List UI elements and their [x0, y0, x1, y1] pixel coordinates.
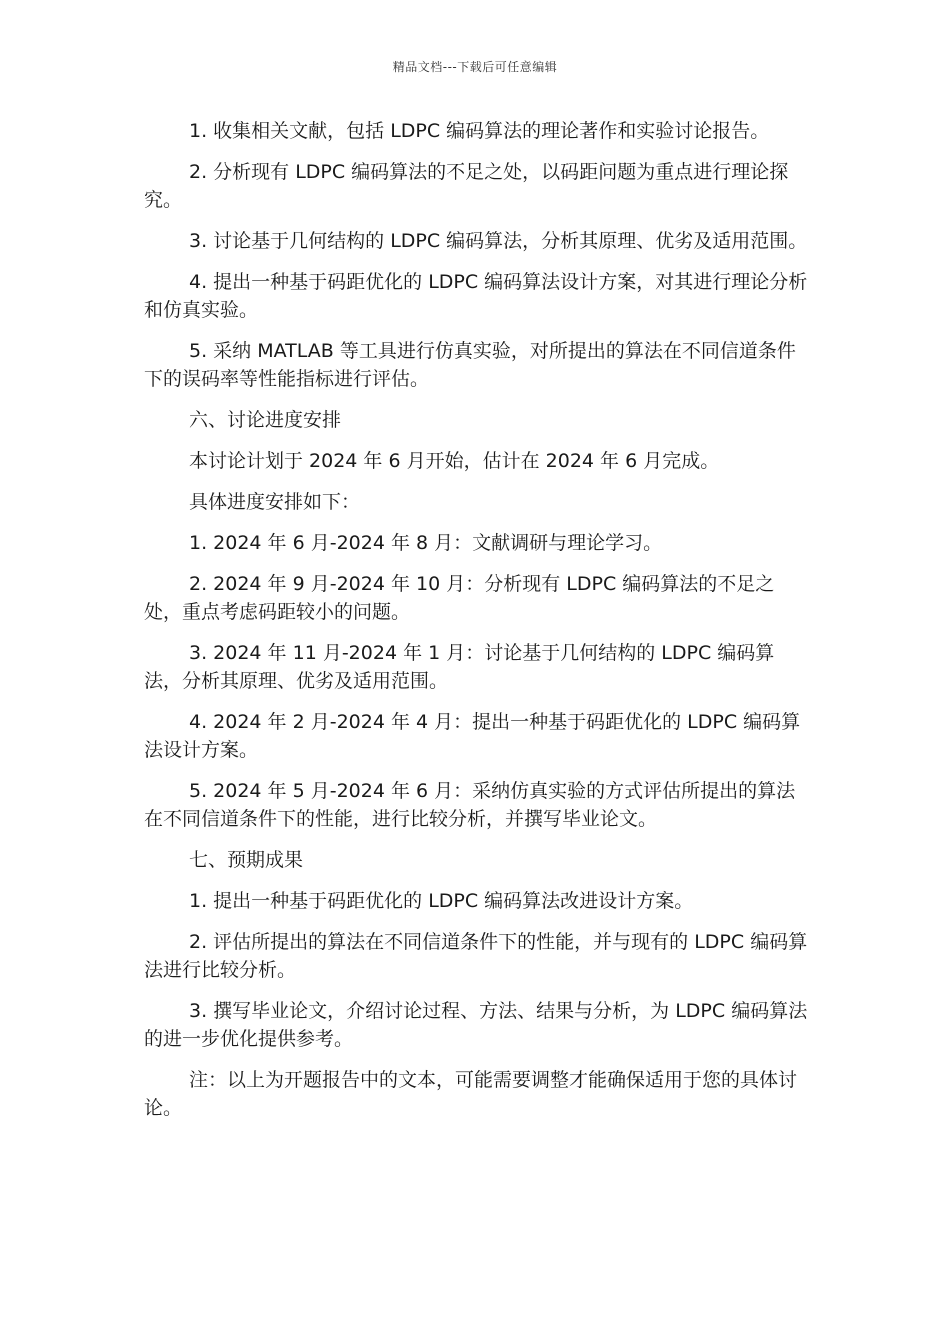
paragraph-result-1: 1. 提出一种基于码距优化的 LDPC 编码算法改进设计方案。 [189, 890, 694, 912]
paragraph-research-step-5: 5. 采纳 MATLAB 等工具进行仿真实验，对所提出的算法在不同信道条件下的误码率等性能指标进行评估。 [144, 340, 796, 390]
section-heading-expected-results: 七、预期成果 [189, 849, 304, 871]
paragraph-schedule-item-3: 3. 2024 年 11 月-2024 年 1 月：讨论基于几何结构的 LDPC 编码算法，分析其原理、优劣及适用范围。 [144, 642, 775, 692]
paragraph-research-step-3: 3. 讨论基于几何结构的 LDPC 编码算法，分析其原理、优劣及适用范围。 [189, 230, 808, 252]
paragraph-schedule-lead: 具体进度安排如下： [189, 491, 361, 513]
paragraph-schedule-item-2: 2. 2024 年 9 月-2024 年 10 月：分析现有 LDPC 编码算法的不足之处，重点考虑码距较小的问题。 [144, 573, 775, 623]
paragraph-research-step-4: 4. 提出一种基于码距优化的 LDPC 编码算法设计方案，对其进行理论分析和仿真实验。 [144, 271, 808, 321]
paragraph-research-step-2: 2. 分析现有 LDPC 编码算法的不足之处，以码距问题为重点进行理论探究。 [144, 161, 789, 211]
paragraph-schedule-intro: 本讨论计划于 2024 年 6 月开始，估计在 2024 年 6 月完成。 [189, 450, 720, 472]
paragraph-note: 注：以上为开题报告中的文本，可能需要调整才能确保适用于您的具体讨论。 [144, 1069, 798, 1119]
document-body [144, 117, 808, 1135]
section-heading-schedule: 六、讨论进度安排 [189, 409, 342, 431]
paragraph-result-3: 3. 撰写毕业论文，介绍讨论过程、方法、结果与分析，为 LDPC 编码算法的进一步优化提供参考。 [144, 1000, 808, 1050]
paragraph-schedule-item-1: 1. 2024 年 6 月-2024 年 8 月：文献调研与理论学习。 [189, 532, 663, 554]
page-header: 精品文档---下载后可任意编辑 [392, 60, 558, 74]
paragraph-result-2: 2. 评估所提出的算法在不同信道条件下的性能，并与现有的 LDPC 编码算法进行比较分析。 [144, 931, 808, 981]
paragraph-schedule-item-5: 5. 2024 年 5 月-2024 年 6 月：采纳仿真实验的方式评估所提出的算法在不同信道条件下的性能，进行比较分析，并撰写毕业论文。 [144, 780, 796, 830]
paragraph-schedule-item-4: 4. 2024 年 2 月-2024 年 4 月：提出一种基于码距优化的 LDPC 编码算法设计方案。 [144, 711, 801, 761]
paragraph-research-step-1: 1. 收集相关文献，包括 LDPC 编码算法的理论著作和实验讨论报告。 [189, 120, 770, 142]
